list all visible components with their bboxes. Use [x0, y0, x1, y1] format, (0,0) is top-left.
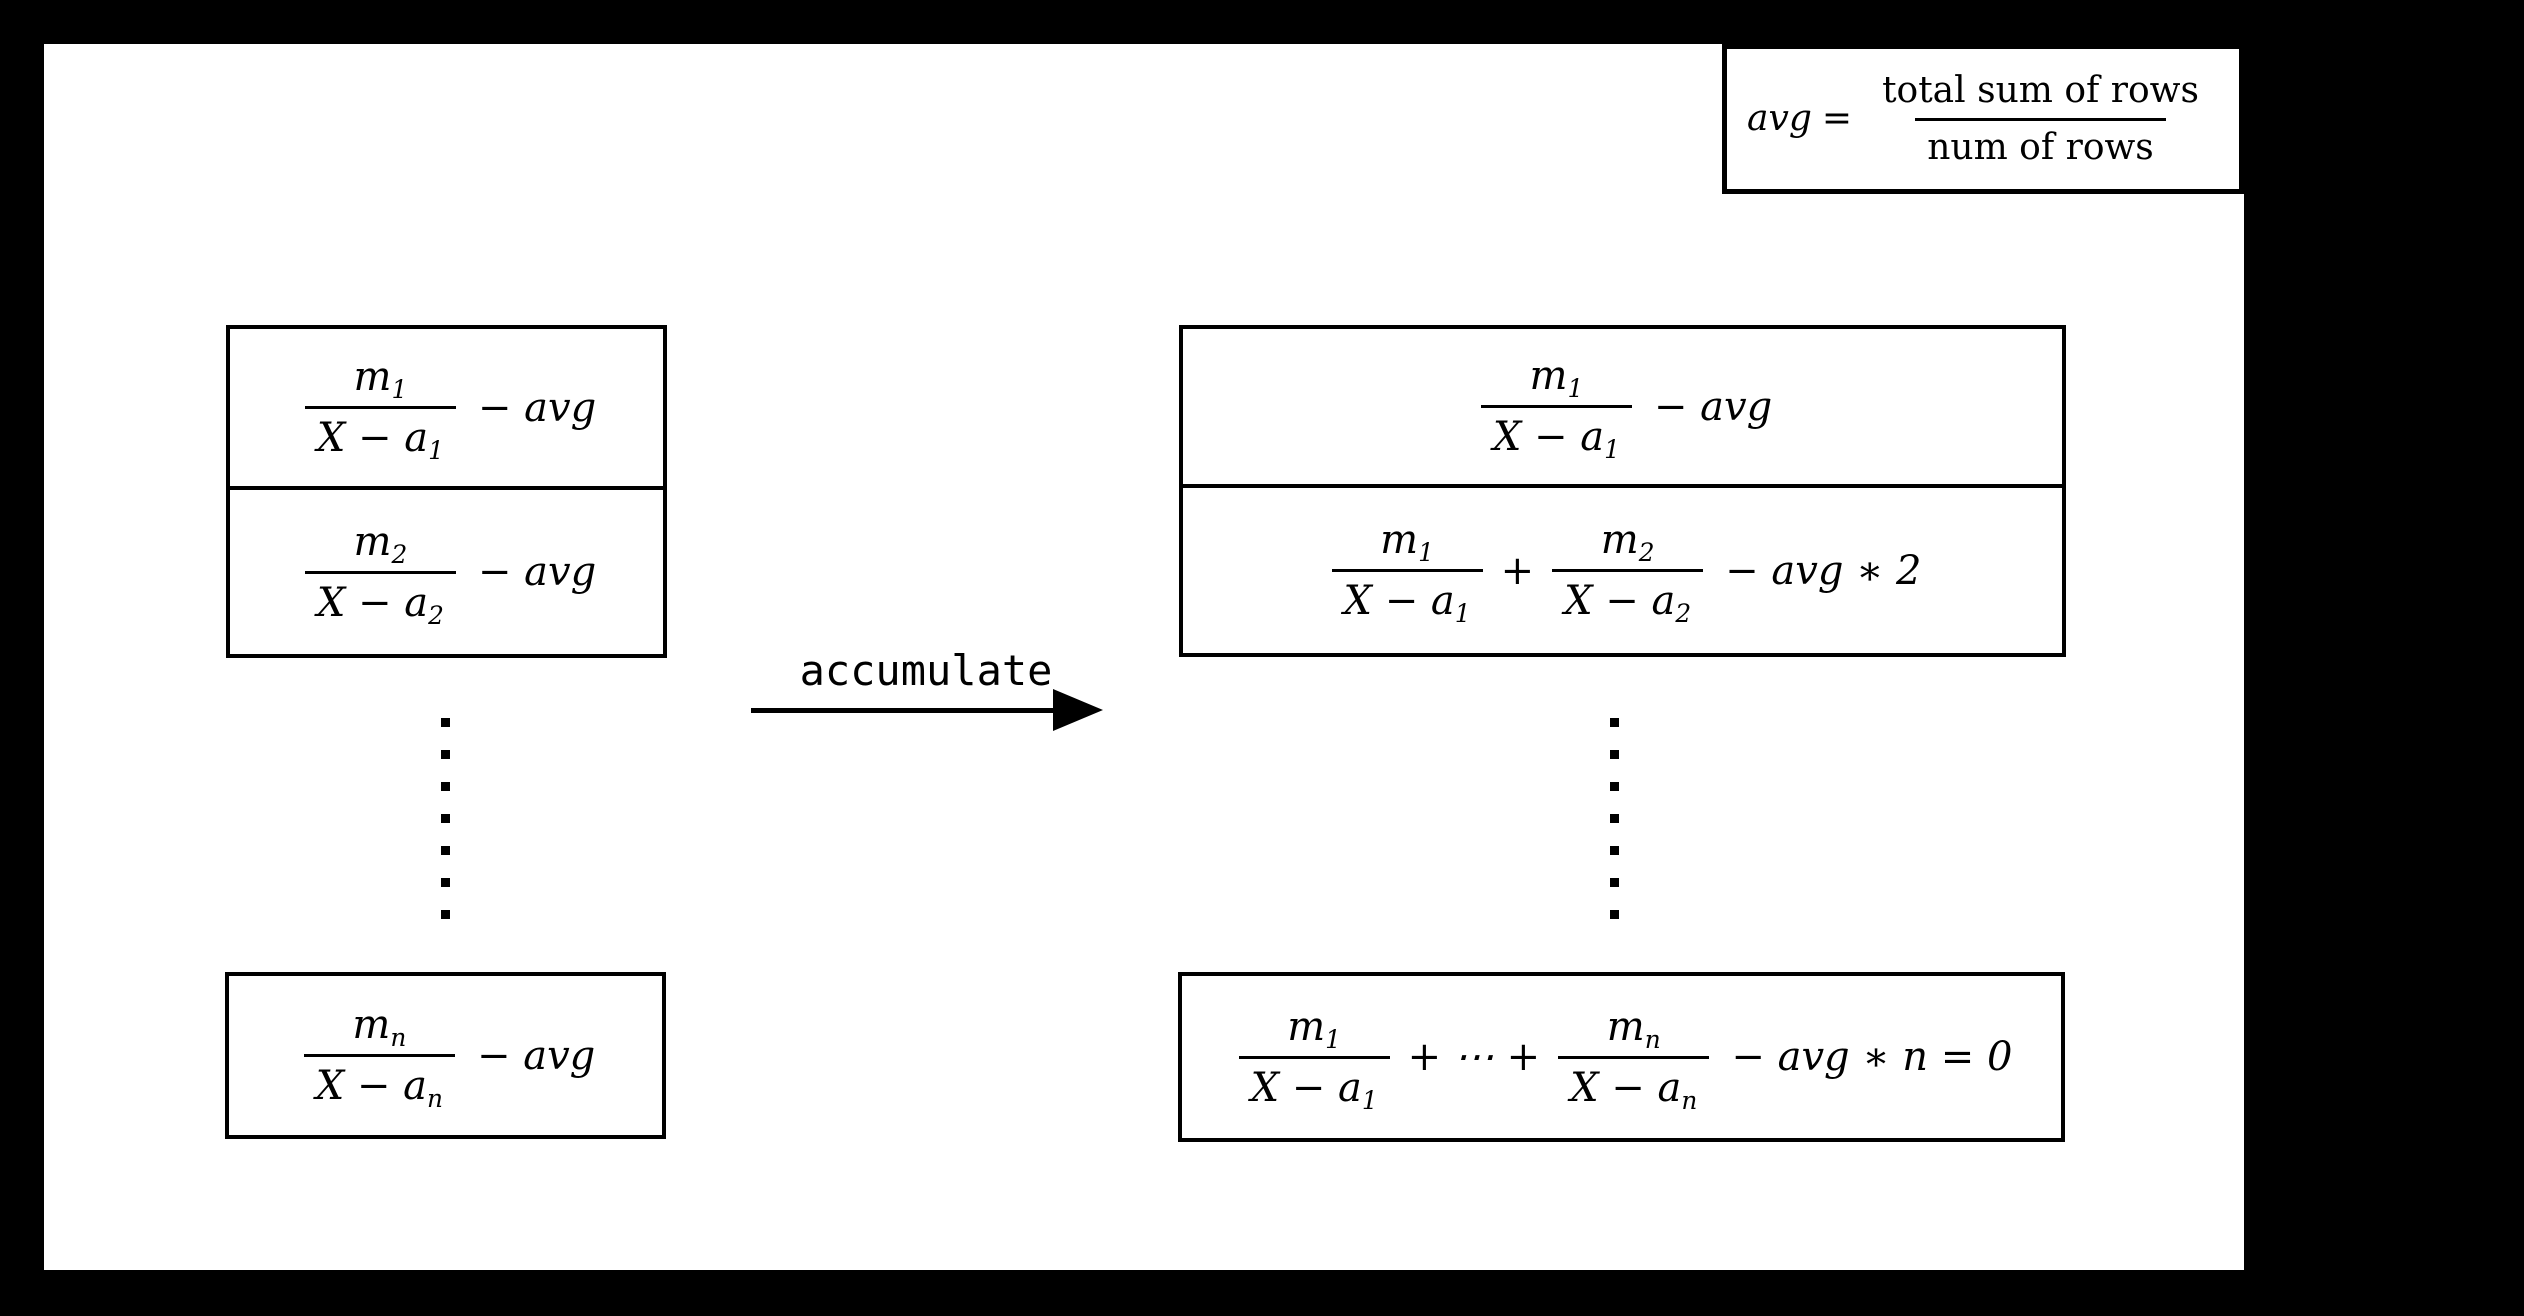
ellipsis-dot [441, 718, 450, 727]
avg-fraction-numerator: total sum of rows [1882, 69, 2199, 111]
ellipsis-dot [1610, 910, 1619, 919]
avg-lhs: avg [1747, 98, 1812, 139]
accumulate-label: accumulate [799, 646, 1053, 695]
ellipsis-dot [1610, 750, 1619, 759]
right-row-n-fraction-2: $\frac{m_n}{X - a_n}$ [1558, 1007, 1709, 1108]
right-row-2-fraction-1: $\frac{m_1}{X - a_1}$ [1332, 520, 1483, 621]
right-vertical-ellipsis [1610, 718, 1619, 919]
left-row-n-formula [296, 1002, 596, 1113]
left-row-1-fraction: $\frac{m_1}{X - a_1}$ [305, 357, 456, 458]
right-row-2-fraction-2: $\frac{m_2}{X - a_2}$ [1552, 520, 1703, 621]
right-row-n-tail: − avg ∗ n = 0 [1731, 1034, 2013, 1080]
ellipsis-dot [1610, 782, 1619, 791]
left-vertical-ellipsis [441, 718, 450, 919]
avg-fraction-denominator: num of rows [1915, 118, 2166, 166]
avg-definition-box [1722, 44, 2244, 194]
left-row-2-box [226, 486, 667, 658]
right-row-n-fraction-1: $\frac{m_1}{X - a_1}$ [1239, 1007, 1390, 1108]
right-row-n-formula [1231, 1003, 2013, 1115]
right-row-2-tail: − avg ∗ 2 [1725, 547, 1922, 594]
accumulate-arrow-line [751, 708, 1061, 713]
left-row-1-formula [297, 354, 597, 465]
ellipsis-dot [1610, 814, 1619, 823]
left-row-2-fraction: $\frac{m_2}{X - a_2}$ [305, 522, 456, 623]
left-row-1-tail: − avg [477, 384, 597, 431]
ellipsis-dot [441, 750, 450, 759]
left-row-n-fraction: $\frac{m_n}{X - a_n}$ [304, 1005, 455, 1106]
right-row-1-box [1179, 325, 2066, 488]
avg-definition-formula [1747, 69, 2219, 168]
ellipsis-dot [441, 910, 450, 919]
equals-sign: = [1821, 98, 1853, 139]
left-row-n-tail: − avg [476, 1032, 596, 1079]
plus-operator: + [1500, 547, 1535, 594]
diagram-canvas [44, 44, 2244, 1270]
right-row-n-box [1178, 972, 2065, 1142]
right-row-1-formula [1473, 353, 1773, 464]
left-row-n-box [225, 972, 666, 1139]
ellipsis-dot [441, 846, 450, 855]
plus-cdots-plus-operator: + ⋯ + [1407, 1034, 1541, 1080]
avg-fraction [1870, 69, 2211, 168]
left-row-1-box [226, 325, 667, 490]
left-row-2-tail: − avg [477, 549, 597, 595]
ellipsis-dot [441, 814, 450, 823]
right-row-2-box [1179, 484, 2066, 657]
ellipsis-dot [1610, 846, 1619, 855]
ellipsis-dot [441, 782, 450, 791]
right-row-1-fraction: $\frac{m_1}{X - a_1}$ [1481, 356, 1632, 457]
right-row-1-tail: − avg [1653, 383, 1773, 430]
left-row-2-formula [297, 518, 597, 630]
ellipsis-dot [1610, 878, 1619, 887]
ellipsis-dot [1610, 718, 1619, 727]
ellipsis-dot [441, 878, 450, 887]
accumulate-arrow-head-icon [1053, 689, 1103, 731]
right-row-2-formula [1324, 517, 1922, 628]
